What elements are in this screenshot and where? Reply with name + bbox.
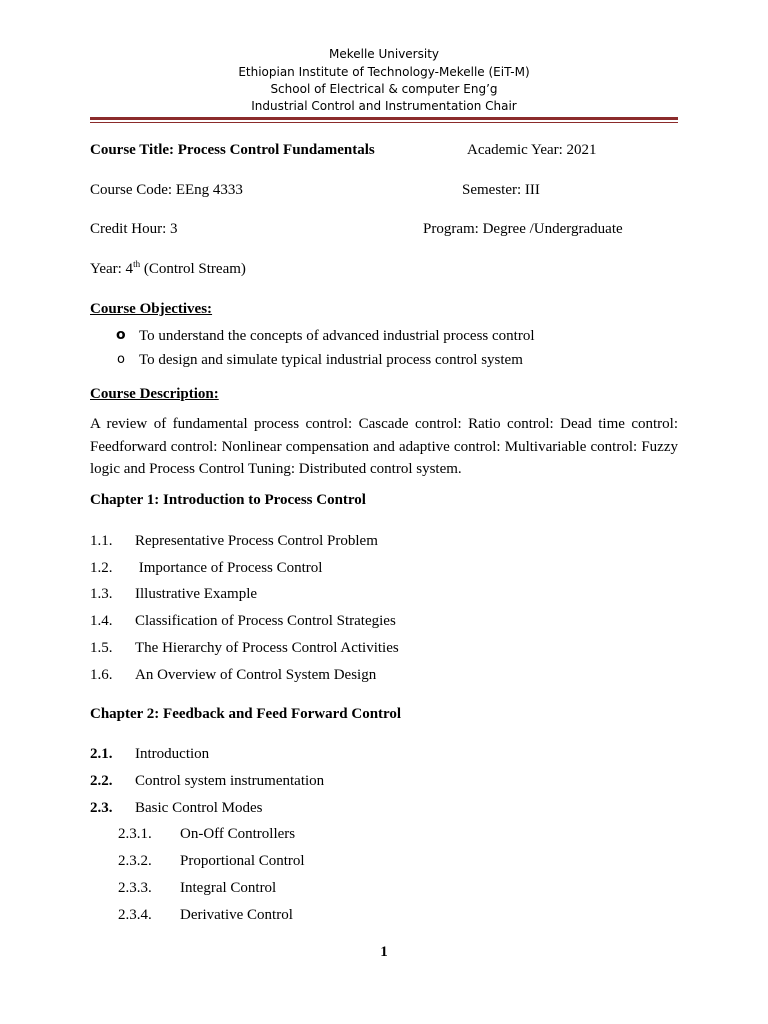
chapter2-item-text: Introduction	[135, 746, 210, 762]
course-code: Course Code: EEng 4333	[90, 182, 243, 198]
objectives-heading: Course Objectives:	[90, 301, 213, 317]
description-heading: Course Description:	[90, 386, 219, 402]
year-superscript: th	[133, 259, 141, 269]
description-text: A review of fundamental process control: Cascade control: Ratio control: Dead time control: Feedforward control: Nonlinear compensation and adaptive control: Multivariable control: Fuzzy logic and Process Control Tuning: Distributed control system.	[90, 416, 678, 477]
chapter2-item-num: 2.3.	[90, 800, 113, 816]
credit-hour: Credit Hour: 3	[90, 221, 178, 237]
chapter1-item-text: Importance of Process Control	[135, 560, 323, 576]
course-title: Course Title: Process Control Fundamentals	[90, 142, 375, 158]
chapter2-subitem-num: 2.3.4.	[118, 907, 152, 923]
chapter1-item-text: Representative Process Control Problem	[135, 533, 378, 549]
year	[90, 260, 246, 278]
objective-item-1: To understand the concepts of advanced industrial process control	[139, 328, 535, 344]
objective-item-2: To design and simulate typical industrial process control system	[139, 352, 523, 368]
chapter1-item-num: 1.3.	[90, 586, 113, 602]
year-suffix: (Control Stream)	[140, 261, 246, 277]
chapter1-item-text: An Overview of Control System Design	[135, 667, 377, 683]
chapter1-item-num: 1.1.	[90, 533, 113, 549]
chapter2-subitem-text: Derivative Control	[180, 907, 293, 923]
year-prefix: Year: 4	[90, 261, 134, 277]
chapter2-item-text: Control system instrumentation	[135, 773, 325, 789]
program: Program: Degree /Undergraduate	[423, 221, 623, 237]
header-chair: Industrial Control and Instrumentation Chair	[251, 99, 517, 113]
chapter1-item-num: 1.5.	[90, 640, 113, 656]
chapter2-subitem-text: Proportional Control	[180, 853, 305, 869]
chapter2-subitem-num: 2.3.3.	[118, 880, 152, 896]
chapter2-item-text: Basic Control Modes	[135, 800, 263, 816]
chapter1-item-num: 1.6.	[90, 667, 113, 683]
chapter1-heading: Chapter 1: Introduction to Process Control	[90, 492, 366, 508]
chapter2-item-num: 2.2.	[90, 773, 113, 789]
header-university: Mekelle University	[328, 47, 440, 61]
chapter1-item-text: The Hierarchy of Process Control Activities	[135, 640, 399, 656]
chapter2-subitem-text: On-Off Controllers	[180, 826, 296, 842]
chapter2-item-num: 2.1.	[90, 746, 113, 762]
header-rule-thin	[90, 122, 678, 123]
objective-bullet-1: o	[116, 327, 126, 343]
chapter1-item-text: Illustrative Example	[135, 586, 258, 602]
header-institute: Ethiopian Institute of Technology-Mekelle (EiT-M)	[238, 65, 530, 79]
chapter2-subitem-num: 2.3.1.	[118, 826, 152, 842]
chapter2-heading: Chapter 2: Feedback and Feed Forward Control	[90, 706, 402, 722]
chapter2-subitem-text: Integral Control	[180, 880, 277, 896]
semester: Semester: III	[462, 182, 540, 198]
page-number: 1	[380, 944, 388, 960]
chapter1-item-text: Classification of Process Control Strategies	[135, 613, 396, 629]
chapter2-subitem-num: 2.3.2.	[118, 853, 152, 869]
header-school: School of Electrical & computer Eng’g	[270, 82, 498, 96]
header-rule-thick	[90, 117, 678, 120]
objective-bullet-2: o	[117, 352, 125, 367]
chapter1-item-num: 1.4.	[90, 613, 113, 629]
chapter1-item-num: 1.2.	[90, 560, 113, 576]
academic-year: Academic Year: 2021	[467, 142, 597, 158]
